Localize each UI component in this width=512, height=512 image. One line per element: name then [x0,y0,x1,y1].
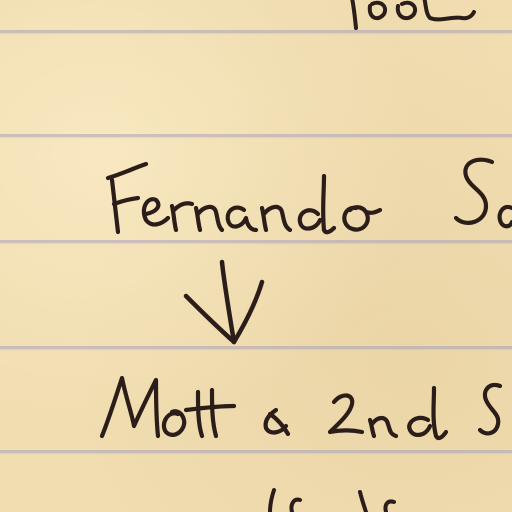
down-arrow-icon [186,262,262,342]
handwritten-word-bottom [270,490,394,512]
handwritten-word-top [352,0,474,28]
handwritten-word-name [108,160,512,232]
handwritten-word-address [102,378,500,438]
